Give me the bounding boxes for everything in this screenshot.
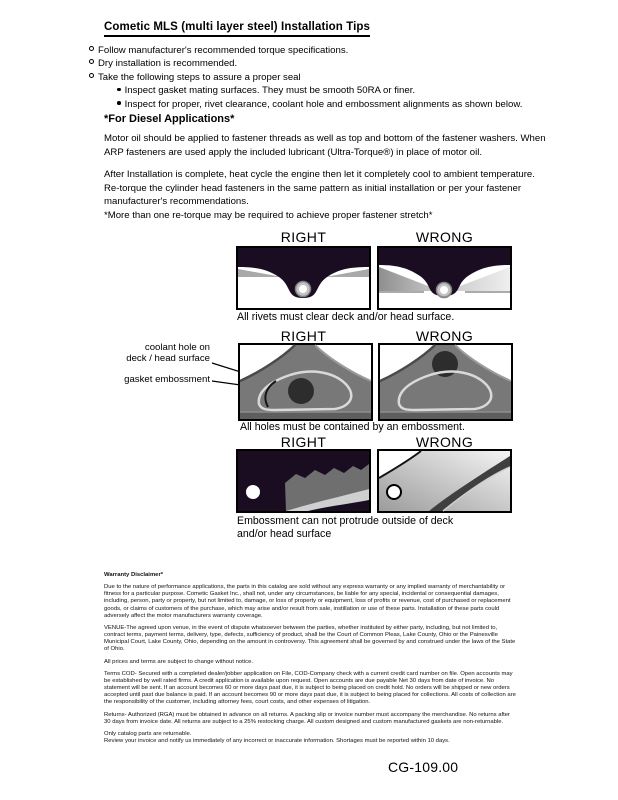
gasket-deck-wrong-icon <box>377 449 512 513</box>
bullet-marker <box>89 46 94 51</box>
gasket-rivet-wrong-icon <box>377 246 512 310</box>
embossment-right-diagram <box>238 343 373 421</box>
page-title: Cometic MLS (multi layer steel) Installation Tips <box>104 21 370 37</box>
gasket-embossment-annotation: gasket embossment <box>124 374 210 385</box>
caption-line: and/or head surface <box>237 528 332 540</box>
tip-text: Follow manufacturer's recommended torque specifications. <box>98 45 349 56</box>
warranty-disclaimer-heading: Warranty Disclaimer* <box>104 572 164 578</box>
diesel-applications-heading: *For Diesel Applications* <box>104 113 235 125</box>
annotation-line: deck / head surface <box>126 352 210 364</box>
gasket-rivet-right-icon <box>236 246 371 310</box>
rivet-clearance-right-diagram <box>236 246 371 310</box>
diesel-paragraph-1: Motor oil should be applied to fastener threads as well as top and bottom of the fastener washers. When ARP fasteners are used apply the included lubricant (Ultra-Torque®) in place of motor oil. <box>104 133 546 158</box>
catalog-page-code: CG-109.00 <box>388 759 459 775</box>
tip-text: Take the following steps to assure a proper seal <box>98 71 301 83</box>
list-item <box>117 84 569 97</box>
row1-caption: All rivets must clear deck and/or head surface. <box>237 311 455 323</box>
right-label: RIGHT <box>280 434 327 450</box>
protrusion-wrong-diagram <box>377 449 512 513</box>
legal-paragraph: VENUE-The agreed upon venue, in the event of dispute whatsoever between the parties, whether instituted by either party, including, but not limited to, contract terms, payment terms, delivery, type, defects, sufficiency of product, shall be the Court of Common Pleas, Lake County, Ohio or the Painesville Municipal Court, Lake County, Ohio, depending on the amount in controversy. This agreement shall be governed by and construed under the laws of the State of Ohio. <box>104 624 516 653</box>
right-label: RIGHT <box>280 328 327 344</box>
legal-paragraph: Only catalog parts are returnable. <box>104 730 192 737</box>
right-label: RIGHT <box>280 229 327 245</box>
wrong-label: WRONG <box>415 229 474 245</box>
legal-paragraph: Due to the nature of performance applications, the parts in this catalog are sold without any express warranty or any implied warranty of merchantability or fitness for a particular purpose. Cometic Gasket Inc., shall not, under any circumstances, be liable for any special, incidental or consequential damages, including, person, party or property, but not limited to, damage, or loss of property or equipment, loss of profits or revenue, cost of purchased or replacement goods, or claims of customers of the purchase, which may arise and/or result from sale, instillation or use of these parts. Installation of these parts could adversely affect the motor manufacturers warranty coverage. <box>104 584 511 619</box>
tip-text: Inspect gasket mating surfaces. They must be smooth 50RA or finer. <box>124 85 416 97</box>
tips-list <box>89 44 569 111</box>
legal-paragraph: Returns- Authorized (RGA) must be obtained in advance on all returns. A packing slip or invoice number must accompany the merchandise. No returns after 30 days from invoice date. All returns are subject to a 25% restocking charge. All custom designed and custom manufactured gaskets are non-returnable. <box>104 711 511 725</box>
protrusion-right-diagram <box>236 449 371 513</box>
legal-paragraph: Review your invoice and notify us immediately of any incorrect or inaccurate information. Shortages must be reported within 10 days. <box>104 737 450 744</box>
sub-bullet-marker <box>117 88 121 92</box>
gasket-embossment-right-icon <box>238 343 373 421</box>
row2-caption: All holes must be contained by an embossment. <box>240 421 465 433</box>
legal-paragraph: Terms COD- Secured with a completed dealer/jobber application on File, COD-Company check with a current credit card number on file. Open accounts may be established by well rated firms. A credit application is available upon request. Open accounts are due payable Net 30 days from date of invoice. No statement will be sent. If an account becomes 60 or more days past due, it is subject to being placed on credit hold. No orders will be shipped or new orders accepted until past due balance is paid. If an account becomes 90 or more days past due, it is subject to being placed for collections. All costs of collection are the responsibility of the customer, including attorney fees, court costs, and other expenses of litigation. <box>104 670 516 706</box>
bullet-marker <box>89 73 94 78</box>
list-item <box>117 98 569 111</box>
list-item <box>89 71 569 84</box>
wrong-label: WRONG <box>415 328 474 344</box>
gasket-embossment-wrong-icon <box>378 343 513 421</box>
annotation-line: coolant hole on <box>144 342 210 353</box>
wrong-label: WRONG <box>415 434 474 450</box>
coolant-hole-annotation <box>80 343 210 365</box>
embossment-wrong-diagram <box>378 343 513 421</box>
rivet-clearance-wrong-diagram <box>377 246 512 310</box>
list-item <box>89 57 569 70</box>
tip-text: Inspect for proper, rivet clearance, coolant hole and embossment alignments as shown below. <box>124 98 523 110</box>
bullet-marker <box>89 59 94 64</box>
tip-text: Dry installation is recommended. <box>98 58 238 70</box>
diesel-paragraph-2: After Installation is complete, heat cycle the engine then let it completely cool to ambient temperature. Re-torque the cylinder head fasteners in the same pattern as initial installation or per your fastener manufacturer's recommendations. <box>104 169 535 208</box>
legal-paragraph: All prices and terms are subject to change without notice. <box>104 658 253 665</box>
caption-line: Embossment can not protrude outside of deck <box>237 515 454 527</box>
row3-caption <box>237 515 453 541</box>
list-item <box>89 44 569 57</box>
warranty-disclaimer-section <box>104 572 516 750</box>
gasket-deck-right-icon <box>236 449 371 513</box>
sub-bullet-marker <box>117 101 121 105</box>
retorque-note: *More than one re-torque may be required to achieve proper fastener stretch* <box>104 210 433 221</box>
